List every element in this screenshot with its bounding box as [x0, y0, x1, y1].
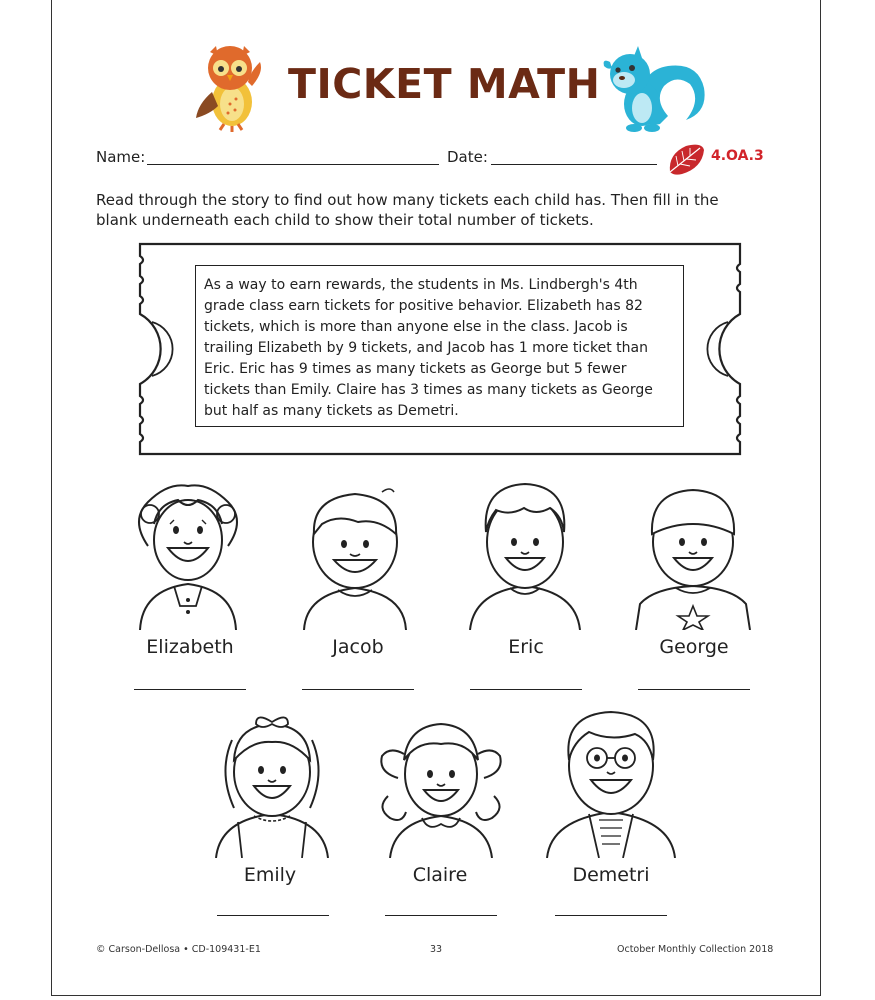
- answer-blank-jacob[interactable]: [302, 689, 414, 690]
- demetri-drawing: [545, 708, 677, 858]
- leaf-icon: [666, 142, 706, 178]
- footer-copyright: © Carson-Dellosa • CD-109431-E1: [96, 944, 261, 955]
- name-field[interactable]: [147, 164, 439, 165]
- claire-drawing: [376, 716, 506, 858]
- answer-blank-claire[interactable]: [385, 915, 497, 916]
- child-name-elizabeth: Elizabeth: [146, 636, 234, 658]
- name-label: Name:: [96, 148, 146, 166]
- elizabeth-drawing: [118, 480, 258, 630]
- answer-blank-demetri[interactable]: [555, 915, 667, 916]
- date-label: Date:: [447, 148, 488, 166]
- instructions: Read through the story to find out how many tickets each child has. Then fill in the blank underneath each child to show their total number of tickets.: [96, 191, 719, 229]
- answer-blank-emily[interactable]: [217, 915, 329, 916]
- standard-code: 4.OA.3: [711, 148, 764, 164]
- child-name-demetri: Demetri: [572, 864, 650, 886]
- child-name-eric: Eric: [508, 636, 544, 658]
- story-text: As a way to earn rewards, the students in Ms. Lindbergh's 4th grade class earn tickets for positive behavior. Elizabeth has 82 tickets, which is more than anyone else in the class. Jacob is trailing Elizabeth by 9 tickets, and Jacob has 1 more ticket than Eric. Eric has 9 times as many tickets as George but 5 fewer tickets than Emily. Claire has 3 times as many tickets as George but half as many tickets as Demetri.: [195, 265, 684, 427]
- eric-drawing: [466, 480, 584, 630]
- footer-collection: October Monthly Collection 2018: [617, 944, 774, 955]
- child-name-george: George: [659, 636, 729, 658]
- page-number: 33: [430, 944, 443, 955]
- page-title: TICKET MATH: [288, 60, 601, 108]
- george-drawing: [634, 484, 752, 630]
- answer-blank-george[interactable]: [638, 689, 750, 690]
- child-name-claire: Claire: [412, 864, 468, 886]
- owl-illustration: [190, 42, 270, 132]
- answer-blank-elizabeth[interactable]: [134, 689, 246, 690]
- jacob-drawing: [298, 484, 413, 630]
- child-name-jacob: Jacob: [332, 636, 384, 658]
- child-name-emily: Emily: [243, 864, 297, 886]
- date-field[interactable]: [491, 164, 657, 165]
- squirrel-illustration: [598, 40, 710, 136]
- answer-blank-eric[interactable]: [470, 689, 582, 690]
- emily-drawing: [212, 712, 332, 858]
